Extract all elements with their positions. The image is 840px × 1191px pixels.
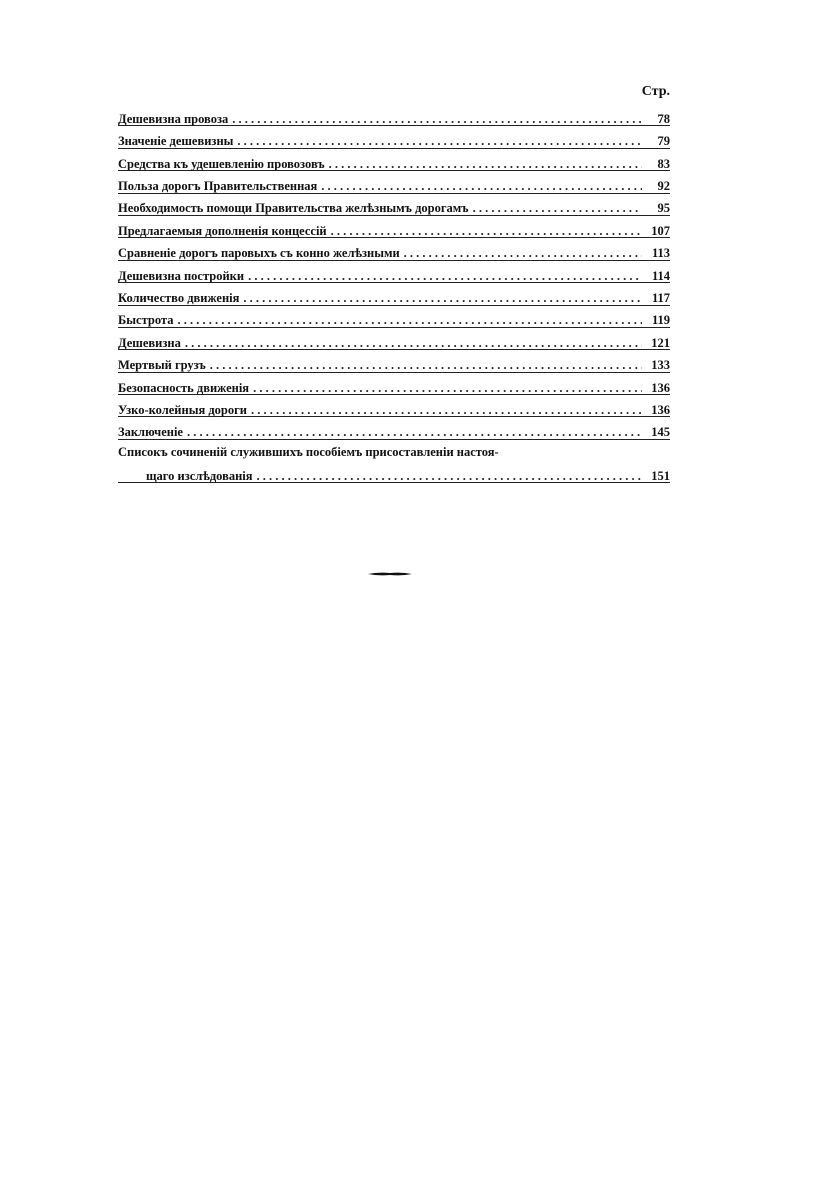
toc-entry-page: 95 [657, 201, 670, 216]
toc-entry [118, 171, 670, 193]
toc-entry [118, 126, 670, 148]
toc-entry-title-continued: щаго изслѣдованія [146, 468, 253, 483]
toc-entry-title: Дешевизна постройки [118, 268, 245, 283]
dot-leader [400, 247, 642, 260]
dot-leader [233, 135, 642, 148]
toc-entry-title: Значеніе дешевизны [118, 134, 234, 149]
dot-leader [206, 359, 642, 372]
dot-leader [181, 337, 642, 350]
toc-entry-title: Средства къ удешевленію провозовъ [118, 156, 325, 171]
toc-entry [118, 149, 670, 171]
dot-leader [183, 426, 642, 439]
dot-leader [239, 292, 642, 305]
toc-entry [118, 216, 670, 238]
toc-entry [118, 395, 670, 417]
toc-entry-page: 83 [657, 156, 670, 171]
dot-leader [244, 270, 642, 283]
toc-entry [118, 417, 670, 439]
dot-leader [317, 180, 642, 193]
dot-leader [325, 158, 642, 171]
toc-entry-page: 145 [651, 425, 670, 440]
toc-entry [118, 350, 670, 372]
toc-entry-title: Польза дорогъ Правительственная [118, 179, 318, 194]
toc-entry-title: Безопасность движенія [118, 380, 250, 395]
toc-entry-title: Быстрота [118, 313, 174, 328]
toc-entry-title: Дешевизна [118, 335, 181, 350]
toc-entry [118, 328, 670, 350]
toc-entry-page: 136 [651, 380, 670, 395]
toc-entry-page: 114 [651, 268, 670, 283]
toc-entry [118, 104, 670, 126]
toc-entry-title: Сравненіе дорогъ паровыхъ съ конно желѣзными [118, 246, 400, 261]
end-ornament-divider [368, 571, 412, 577]
dot-leader [173, 314, 642, 327]
toc-entry-title: Дешевизна провоза [118, 111, 229, 126]
toc-entry-title: Мертвый грузъ [118, 358, 206, 373]
toc-entry [118, 373, 670, 395]
toc-entry-page: 92 [657, 179, 670, 194]
toc-entry-title: Списокъ сочиненій служившихъ пособіемъ приcоставленіи настоя- [118, 444, 499, 459]
dot-leader [327, 225, 642, 238]
toc-entry-page: 151 [651, 468, 670, 483]
toc-entry-title: Узко-колейныя дороги [118, 402, 248, 417]
dot-leader [228, 113, 642, 126]
toc-entry-title: Необходимость помощи Правительства желѣзнымъ дорогамъ [118, 201, 469, 216]
toc-entry-title: Заключеніе [118, 425, 183, 440]
dot-leader [253, 470, 642, 483]
dot-leader [469, 202, 642, 215]
toc-entry-page: 113 [651, 246, 670, 261]
toc-entry-page: 119 [651, 313, 670, 328]
toc-entry-title: Предлагаемыя дополненія концессій [118, 223, 327, 238]
dot-leader [247, 404, 642, 417]
toc-entry-page: 117 [651, 291, 670, 306]
toc-entry-page: 121 [651, 335, 670, 350]
toc-entry-page: 107 [651, 223, 670, 238]
page-column-label: Стр. [641, 84, 670, 99]
toc-entry [118, 306, 670, 328]
toc-entry-title: Количество движенія [118, 291, 240, 306]
toc-entry-page: 136 [651, 402, 670, 417]
table-of-contents [118, 104, 670, 483]
toc-entry-page: 78 [657, 111, 670, 126]
dot-leader [249, 382, 642, 395]
toc-entry [118, 261, 670, 283]
toc-entry-page: 79 [657, 134, 670, 149]
toc-entry [118, 238, 670, 260]
toc-entry-continuation [118, 466, 670, 483]
toc-entry [118, 283, 670, 305]
toc-entry [118, 194, 670, 216]
toc-entry-page: 133 [651, 358, 670, 373]
toc-entry [118, 440, 670, 484]
